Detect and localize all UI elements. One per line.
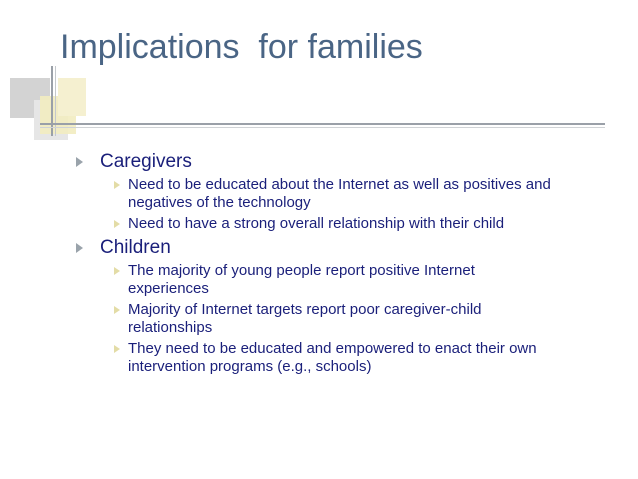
bullet-arrow-icon [114,345,120,353]
bullet-arrow-icon [114,267,120,275]
sub-bullet-text: Need to be educated about the Internet as well as positives and negatives of the technology [128,176,551,211]
slide-title: Implications for families [60,28,423,66]
sub-bullet [112,215,558,233]
sub-bullet [112,176,558,212]
decorative-vertical-line [51,66,53,136]
slide-body [74,150,594,379]
bullet-heading: Children [100,237,171,258]
decorative-vertical-line [55,66,56,136]
bullet-caregivers [74,150,594,174]
sub-bullet-text: The majority of young people report positive Internet experiences [128,262,475,297]
title-divider-line [40,123,605,125]
bullet-arrow-icon [76,157,83,167]
title-divider-line [40,127,605,128]
sub-bullet [112,262,558,298]
sub-bullet [112,340,558,376]
bullet-arrow-icon [114,306,120,314]
bullet-children [74,236,594,260]
sub-bullet-text: Need to have a strong overall relationship with their child [128,215,505,232]
bullet-arrow-icon [114,181,120,189]
sub-bullet-text: Majority of Internet targets report poor caregiver-child relationships [128,301,482,336]
decorative-square [58,78,86,116]
bullet-heading: Caregivers [100,151,192,172]
sub-bullet-text: They need to be educated and empowered to enact their own intervention programs (e.g., schools) [128,340,537,375]
bullet-arrow-icon [76,243,83,253]
sub-bullet [112,301,558,337]
bullet-arrow-icon [114,220,120,228]
